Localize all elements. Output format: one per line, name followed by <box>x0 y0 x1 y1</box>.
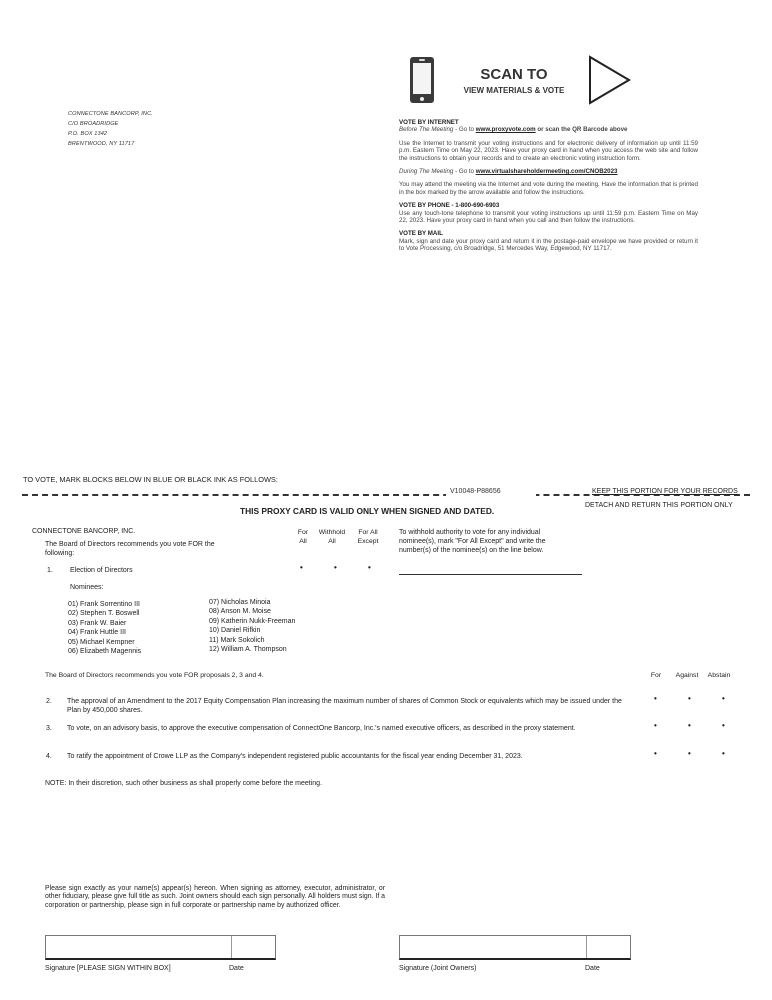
vote-phone-body: Use any touch-tone telephone to transmit your voting instructions up until 11:59 p.m. Eastern Time on May 22, 2023. Have your proxy card in hand when you call and then follow the instructions. <box>399 209 698 225</box>
checkbox-for-all[interactable]: • <box>300 563 303 572</box>
date-box[interactable] <box>231 936 232 958</box>
nominee: 10) Daniel Rifkin <box>209 627 261 635</box>
board-recommendation-2: The Board of Directors recommends you vote FOR proposals 2, 3 and 4. <box>45 672 264 679</box>
nominees-label: Nominees: <box>70 584 104 591</box>
proposal-3-against[interactable]: • <box>688 721 691 730</box>
detach-portion-label: DETACH AND RETURN THIS PORTION ONLY <box>585 502 733 509</box>
scan-subtitle: VIEW MATERIALS & VOTE <box>463 86 565 95</box>
withhold-instructions: To withhold authority to vote for any individual nominee(s), mark "For All Except" and write the number(s) of the nominee(s) on the line below. <box>399 529 546 554</box>
nominee: 02) Stephen T. Boswell <box>68 610 140 618</box>
proposal-2-text: The approval of an Amendment to the 2017 Equity Compensation Plan increasing the maximum number of shares of Common Stock or equivalents which may be issued under the Plan by 450,000 shares. <box>67 698 622 714</box>
col-abstain: Abstain <box>707 672 731 679</box>
mark-instruction: TO VOTE, MARK BLOCKS BELOW IN BLUE OR BLACK INK AS FOLLOWS: <box>23 475 278 484</box>
voting-instructions <box>399 119 698 259</box>
joint-signature-box[interactable] <box>399 935 631 960</box>
address-line: CONNECTONE BANCORP, INC. <box>68 111 153 117</box>
proposal-4-number: 4. <box>46 753 52 760</box>
board-recommendation-1: The Board of Directors recommends you vote FOR the following: <box>45 541 215 557</box>
col-for: For <box>650 672 662 679</box>
vote-internet-heading: VOTE BY INTERNET <box>399 119 459 126</box>
vote-during-body: You may attend the meeting via the Internet and vote during the meeting. Have the information that is printed in the box marked by the arrow available and follow the instructions. <box>399 181 698 196</box>
return-address <box>68 109 153 149</box>
nominee: 01) Frank Sorrentino III <box>68 601 140 608</box>
joint-signature-label: Signature (Joint Owners) <box>399 965 477 972</box>
proposal-3-number: 3. <box>46 725 52 732</box>
proposal-4-for[interactable]: • <box>654 749 657 758</box>
proxyvote-link[interactable]: www.proxyvote.com <box>475 126 536 134</box>
date-label: Date <box>229 965 244 972</box>
col-for-all: For All <box>297 529 309 545</box>
address-line: C/O BROADRIDGE <box>68 121 119 127</box>
vote-mail-body: Mark, sign and date your proxy card and return it in the postage-paid envelope we have provided or return it to Vote Processing, c/o Broadridge, 51 Mercedes Way, Edgewood, NY 11717. <box>399 237 698 253</box>
signing-instructions: Please sign exactly as your name(s) appear(s) hereon. When signing as attorney, executor, administrator, or other fiduciary, please give full title as such. Joint owners should each sign personally. All holders must sign. If a corporation or partnership, please sign in full corporate or partnership name by authorized officer. <box>45 885 385 909</box>
nominee: 08) Anson M. Moise <box>209 608 271 616</box>
proposal-3-abstain[interactable]: • <box>722 721 725 730</box>
proposal-2-number: 2. <box>46 698 52 705</box>
address-line: P.O. BOX 1342 <box>68 131 108 137</box>
signature-label: Signature [PLEASE SIGN WITHIN BOX] <box>45 965 171 972</box>
proposal-2-against[interactable]: • <box>688 694 691 703</box>
note: NOTE: In their discretion, such other business as shall properly come before the meeting. <box>45 780 323 787</box>
proposal-3-text: To vote, on an advisory basis, to approve the executive compensation of ConnectOne Bancorp, Inc.'s named executive officers, as described in the proxy statement. <box>67 725 576 732</box>
checkbox-for-all-except[interactable]: • <box>368 563 371 572</box>
col-against: Against <box>675 672 699 679</box>
proposal-2-abstain[interactable]: • <box>722 694 725 703</box>
scan-title: SCAN TO <box>480 66 548 83</box>
phone-icon <box>410 57 434 103</box>
before-prefix: - Go to <box>453 126 476 134</box>
nominee-list-1 <box>68 600 141 656</box>
virtual-meeting-link[interactable]: www.virtualshareholdermeeting.com/CNOB2023 <box>475 168 618 176</box>
nominee: 12) William A. Thompson <box>209 646 287 654</box>
nominee-exception-line[interactable] <box>399 574 582 575</box>
proposal-4-against[interactable]: • <box>688 749 691 758</box>
keep-portion-label: KEEP THIS PORTION FOR YOUR RECORDS <box>592 488 738 495</box>
nominee: 07) Nicholas Minoia <box>209 599 271 606</box>
address-line: BRENTWOOD, NY 11717 <box>68 141 135 147</box>
vote-internet-body: Use the Internet to transmit your voting instructions and for electronic delivery of information up until 11:59 p.m. Eastern Time on May 22, 2023. Have your proxy card in hand when you access the web site and follow the instructions to obtain your records and to create an electronic voting instruction form. <box>399 139 698 162</box>
control-number: V10048-P88656 <box>450 488 501 495</box>
checkbox-withhold-all[interactable]: • <box>334 563 337 572</box>
signature-box[interactable] <box>45 935 276 960</box>
proposal-4-text: To ratify the appointment of Crowe LLP as the Company's independent registered public accountants for the fiscal year ending December 31, 2023. <box>67 753 523 760</box>
nominee: 04) Frank Huttle III <box>68 629 126 637</box>
nominee: 03) Frank W. Baier <box>68 619 127 627</box>
before-suffix: or scan the QR Barcode above <box>535 126 628 134</box>
before-meeting-label: Before The Meeting <box>399 126 454 134</box>
nominee: 05) Michael Kempner <box>68 638 135 646</box>
during-prefix: - Go to <box>453 168 476 176</box>
joint-date-box[interactable] <box>586 936 587 958</box>
nominee: 09) Katherin Nukk-Freeman <box>209 617 296 625</box>
vote-phone-heading: VOTE BY PHONE - 1-800-690-6903 <box>399 202 500 210</box>
nominee: 06) Elizabeth Magennis <box>68 648 142 656</box>
item-1-text: Election of Directors <box>70 567 133 574</box>
valid-notice: THIS PROXY CARD IS VALID ONLY WHEN SIGNED AND DATED. <box>240 506 495 516</box>
col-for-all-except: For All Except <box>357 529 379 545</box>
proposal-4-abstain[interactable]: • <box>722 749 725 758</box>
during-meeting-label: During The Meeting <box>399 168 454 176</box>
col-withhold-all: Withhold All <box>318 529 346 545</box>
play-arrow-icon <box>588 55 632 105</box>
proposal-2-for[interactable]: • <box>654 694 657 703</box>
company-name: CONNECTONE BANCORP, INC. <box>32 528 136 535</box>
proposal-3-for[interactable]: • <box>654 721 657 730</box>
nominee-list-2 <box>209 598 295 654</box>
joint-date-label: Date <box>585 965 600 972</box>
vote-mail-heading: VOTE BY MAIL <box>399 230 443 238</box>
item-1-number: 1. <box>47 567 53 574</box>
nominee: 11) Mark Sokolich <box>209 636 265 644</box>
